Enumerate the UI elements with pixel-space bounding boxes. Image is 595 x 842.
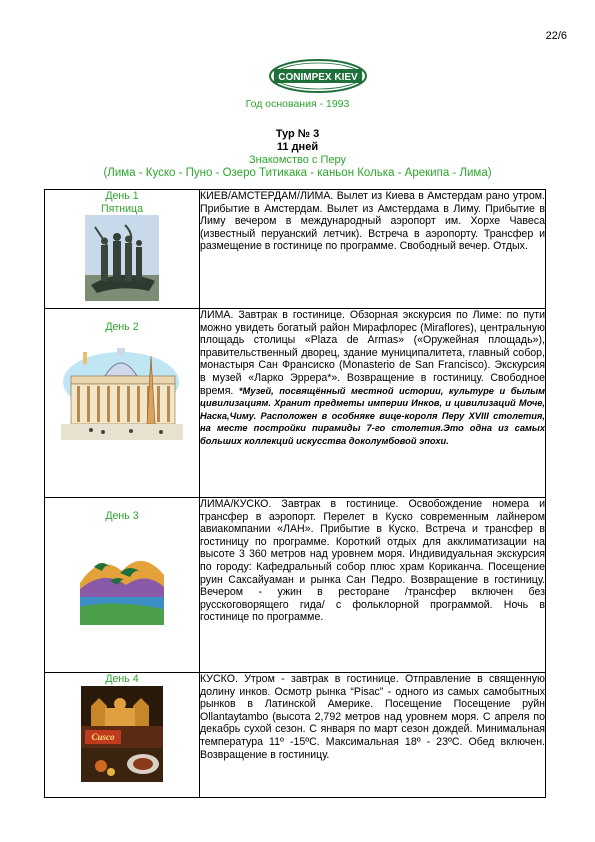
day-label: День 2 [105,321,139,333]
day-description [200,190,546,309]
tour-subtitle: Знакомство с Перу [249,154,346,166]
day-text: ЛИМА. Завтрак в гостинице. Обзорная экскурсия по Лиме: по пути можно увидеть богатый район Мирафлорес (Miraflores), центральную площадь столицы «Plaza de Armas» («Оружейная площадь»), правительственный дворец, здание муниципалитета, главный собор, монастыря Сан Франсиско (Monasterio de San Francisco). Экскурсия в музей «Ларко Эррера*». Возвращение в гостиницу. Свободное время. [200,309,545,397]
tour-number: Тур № 3 [275,128,320,140]
day-cell [45,190,200,309]
table-row [45,190,546,309]
page-number: 22/6 [545,30,567,42]
day-text: КИЕВ/АМСТЕРДАМ/ЛИМА. Вылет из Киева в Амстердам рано утром. Прибытие в Амстердам. Вылет из Амстердама в Лиму. Прибытие в Лиму вечером в международный аэропорт им. Хорхе Чавеса (известный перуанский летчик). Встреча в аэропорту. Трансфер и размещение в гостинице по программе. Свободный вечер. Отдых. [200,190,545,253]
table-row [45,498,546,673]
logo-text: CONIMPEX KIEV [278,72,358,83]
day-text: КУСКО. Утром - завтрак в гостинице. Отправление в священную долину инков. Осмотр рынка “Pisac” - одного из самых самобытных рынков в Латинской Америке. Посещение Посещение руйн Ollantaytambo (высота 2,792 метров над уровнем моря. С апреля по декабрь сухой сезон. С января по март сезон дождей. Минимальная температура 11º -15ºС. Максимальная 18º - 23ºС. Обед включен. Возвращение в гостиницу. [200,673,545,761]
day-description [200,498,546,673]
cusco-caption: Cusco [91,731,115,742]
day-cell [45,309,200,498]
tour-header [0,128,595,180]
day-label: День 4 [105,673,139,685]
day-label: День 1 [105,190,139,202]
itinerary-table [44,189,546,798]
day-label: День 3 [105,510,139,522]
tour-route: (Лима - Куско - Пуно - Озеро Титикака - каньон Колька - Арекипа - Лима) [103,167,492,179]
monument-image [85,215,159,301]
tour-duration: 11 дней [276,141,319,153]
day-text: ЛИМА/КУСКО. Завтрак в гостинице. Освобождение номера и трансфер в аэропорт. Перелет в Куско современным лайнером авиакомпании «ЛАН». Прибытие в Куско. Встреча и трансфер в гостиницу по программе. Короткий отдых для акклиматизации на высоте 3 360 метров над уровнем моря. Индивидуальная экскурсия по городу: Кафедральный собор плюс храм Кориканча. Посещение руин Саксайуаман и рынка Сан Педро. Возвращение в гостиницу. Вечером - ужин в ресторане /трансфер включен без русскоговорящего гида/ с фольклорной программой. Ночь в гостинице по программе. [200,498,545,624]
cathedral-image [61,346,183,440]
table-row [45,309,546,498]
mountains-image [80,545,164,625]
day-weekday: Пятница [101,202,143,215]
table-row [45,673,546,798]
day-cell [45,498,200,673]
day-description [200,673,546,798]
museum-note: *Музей, посвящённый местной истории, культуре и былым цивилизациям. Хранит предметы империи Инков, и цивилизаций Моче, Наска,Чиму. Расположен в особняке вице-короля Перу XVIII столетия, на месте постройки пирамиды 7-го столетия.Это одна из самых больших коллекций искусства доколумбовой эпохи. [200,385,545,446]
day-description [200,309,546,498]
day-cell [45,673,200,798]
conimpex-logo [268,58,368,94]
cusco-collage-image [81,686,163,782]
founded-year: Год основания - 1993 [245,98,350,110]
